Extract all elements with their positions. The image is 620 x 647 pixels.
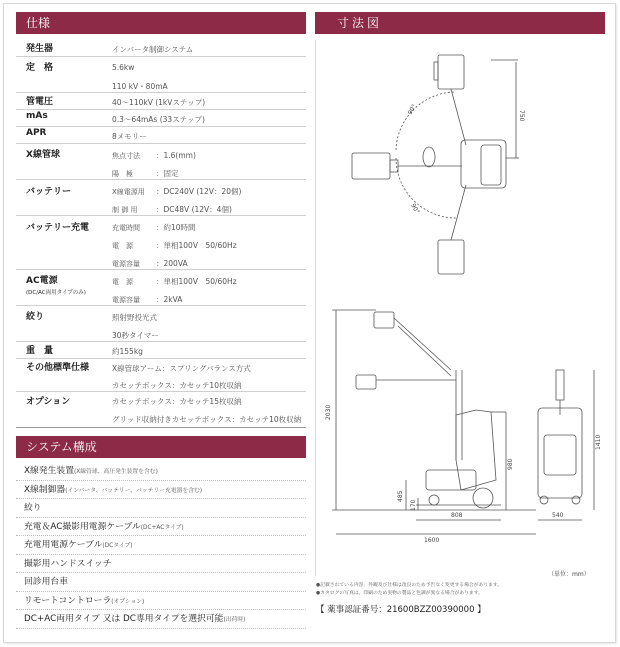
spec-row-ac-power (16, 270, 306, 306)
spec-value: 電 源 ：単相100V 50/60Hz (112, 277, 237, 286)
spec-value: 30秒タイマー (112, 331, 159, 340)
spec-label: オプション (26, 397, 71, 407)
spec-value: 陽 極 ：固定 (112, 169, 179, 178)
dim-485: 485 (397, 490, 404, 502)
spec-value: 0.3～64mAs (33ステップ) (112, 115, 205, 124)
system-item-note: (オプション) (111, 598, 145, 605)
spec-value: 電 源 ：単相100V 50/60Hz (112, 241, 237, 250)
disclaimer-notes (316, 582, 608, 598)
spec-value: 制 御 用 ：DC48V (12V：4個) (112, 205, 232, 214)
cart-battery-top (481, 145, 501, 185)
dim-980: 980 (507, 458, 514, 470)
system-item (16, 518, 306, 537)
cart-handle-top (423, 147, 435, 167)
spec-label: X線管球 (26, 150, 60, 160)
spec-value: 5.6kw (112, 63, 135, 72)
spec-row-apr (16, 127, 306, 144)
spec-value: 電源容量 ：2kVA (112, 295, 183, 304)
system-item (16, 592, 306, 611)
spec-row-mas (16, 110, 306, 127)
side-arm-raised-2 (398, 326, 451, 376)
spec-label: 管電圧 (26, 97, 54, 107)
tube-head-top (438, 55, 464, 89)
system-header: システム構成 (16, 436, 306, 458)
spec-row-xray-tube (16, 144, 306, 180)
side-base (426, 470, 476, 490)
tube-head-left (352, 153, 390, 179)
dim-540: 540 (552, 512, 564, 519)
spec-label: AC電源 (DC/AC両用タイプのみ) (26, 276, 86, 296)
spec-value: 充電時間 ：約10時間 (112, 223, 196, 232)
spec-value: 焦点寸法 ：1.6(mm) (112, 151, 196, 160)
system-item (16, 536, 306, 555)
cart-body-top (461, 140, 506, 188)
spec-row-charging (16, 216, 306, 270)
spec-value: グリッド収納付きカセッテボックス：カセッテ10枚収納 (112, 415, 302, 424)
spec-value: 8メモリー (112, 132, 147, 141)
spec-row-other (16, 359, 306, 392)
system-item-text: 充電＆AC撮影用電源ケーブル (24, 521, 141, 532)
front-battery (544, 435, 576, 475)
dim-90-lower: 90° (409, 202, 421, 216)
spec-row-weight (16, 342, 306, 359)
front-tube (556, 370, 564, 400)
arm-top (451, 89, 466, 145)
arc-upper (396, 92, 456, 150)
spec-row-collimator (16, 306, 306, 342)
disclaimer-line: ●記載されている内容、外観及び仕様は改良のため予告なく変更する場合があります。 (316, 583, 503, 588)
system-item (16, 462, 306, 481)
spec-row-options (16, 392, 306, 428)
spec-value: 40～110kV (1kVステップ) (112, 98, 206, 107)
system-item-text: 撮影用ハンドスイッチ (24, 558, 112, 569)
system-item-text: DC+AC両用タイプ 又は DC専用タイプを選択可能 (24, 614, 224, 624)
dimension-drawing (315, 40, 605, 576)
system-item-text: 回診用台車 (24, 577, 68, 587)
spec-value: X線管球アーム：スプリングバランス方式 (112, 364, 251, 373)
approval-number: 【 薬事認証番号：21600BZZ00390000 】 (316, 605, 486, 615)
spec-value: インバータ制御システム (112, 45, 194, 54)
system-item (16, 610, 306, 629)
spec-row-tube-voltage (16, 93, 306, 110)
spec-label: その他標準仕様 (26, 363, 90, 373)
spec-header: 仕様 (16, 12, 306, 34)
system-item (16, 481, 306, 500)
system-item-text: 充電用電源ケーブル (24, 540, 103, 550)
system-item (16, 499, 306, 518)
system-item-text: X線発生装置 (24, 466, 75, 476)
dim-1410: 1410 (595, 434, 602, 450)
dimension-svg (316, 40, 606, 576)
system-item (16, 555, 306, 574)
dim-808: 808 (451, 512, 463, 519)
system-item-text: リモートコントローラ (24, 595, 112, 606)
spec-row-battery (16, 180, 306, 216)
front-wheel-right (572, 496, 580, 504)
arc-lower (396, 158, 456, 218)
spec-row-rating (16, 57, 306, 93)
spec-label: バッテリー (26, 187, 72, 197)
spec-value: カセッテボックス：カセッテ15枚収納 (112, 397, 242, 406)
arm-bottom (451, 185, 466, 240)
dim-750: 750 (518, 110, 525, 122)
front-body (538, 408, 582, 498)
system-item-note: (出荷時) (223, 617, 246, 623)
dimensions-header: 寸法図 (315, 12, 605, 34)
dim-1600: 1600 (424, 537, 440, 544)
system-list (16, 462, 306, 629)
system-item (16, 573, 306, 592)
front-wheel (429, 495, 439, 505)
front-wheel-left (540, 496, 548, 504)
spec-label: 発生器 (26, 44, 54, 54)
spec-value: 電源容量 ：200VA (112, 259, 188, 268)
system-item-text: 絞り (24, 503, 42, 513)
spec-label: 定 格 (26, 63, 54, 73)
side-tube-low (356, 375, 376, 389)
system-item-note: (DCタイプ) (102, 543, 133, 549)
dim-170: 170 (410, 499, 417, 511)
dim-2030: 2030 (325, 404, 332, 420)
system-item-text: X線制御器 (24, 484, 66, 495)
spec-value: 照射野投光式 (112, 313, 157, 322)
tube-head-top-knob (434, 62, 438, 80)
system-item-note: (DC+ACタイプ) (140, 524, 184, 531)
spec-value: カセッテボックス：カセッテ10枚収納 (112, 381, 242, 390)
spec-value: X線電源用 ：DC240V (12V：20個) (112, 187, 242, 196)
spec-table (16, 40, 306, 428)
spec-label: APR (26, 128, 47, 138)
spec-label: 絞り (26, 312, 45, 322)
system-item-note: (インバータ、バッテリー、バッテリー充電器を含む) (65, 487, 203, 494)
tube-head-bottom (438, 240, 464, 274)
spec-value: 約155kg (112, 347, 143, 356)
side-arm-raised (394, 318, 451, 370)
spec-label: バッテリー充電 (26, 223, 90, 233)
spec-value: 110 kV・80mA (112, 82, 168, 91)
spec-row-generator (16, 40, 306, 57)
spec-label: mAs (26, 111, 48, 121)
system-item-note: (X線管球、高圧発生装置を含む) (74, 469, 158, 475)
disclaimer-line: ●カタログの写真は、印刷のため実物の製品と色調が異なる場合があります。 (316, 591, 483, 596)
dim-90-upper: 90° (406, 103, 419, 116)
spec-label: 重 量 (26, 346, 54, 356)
unit-note: （単位：mm） (548, 571, 590, 578)
side-tube-head (374, 312, 394, 328)
